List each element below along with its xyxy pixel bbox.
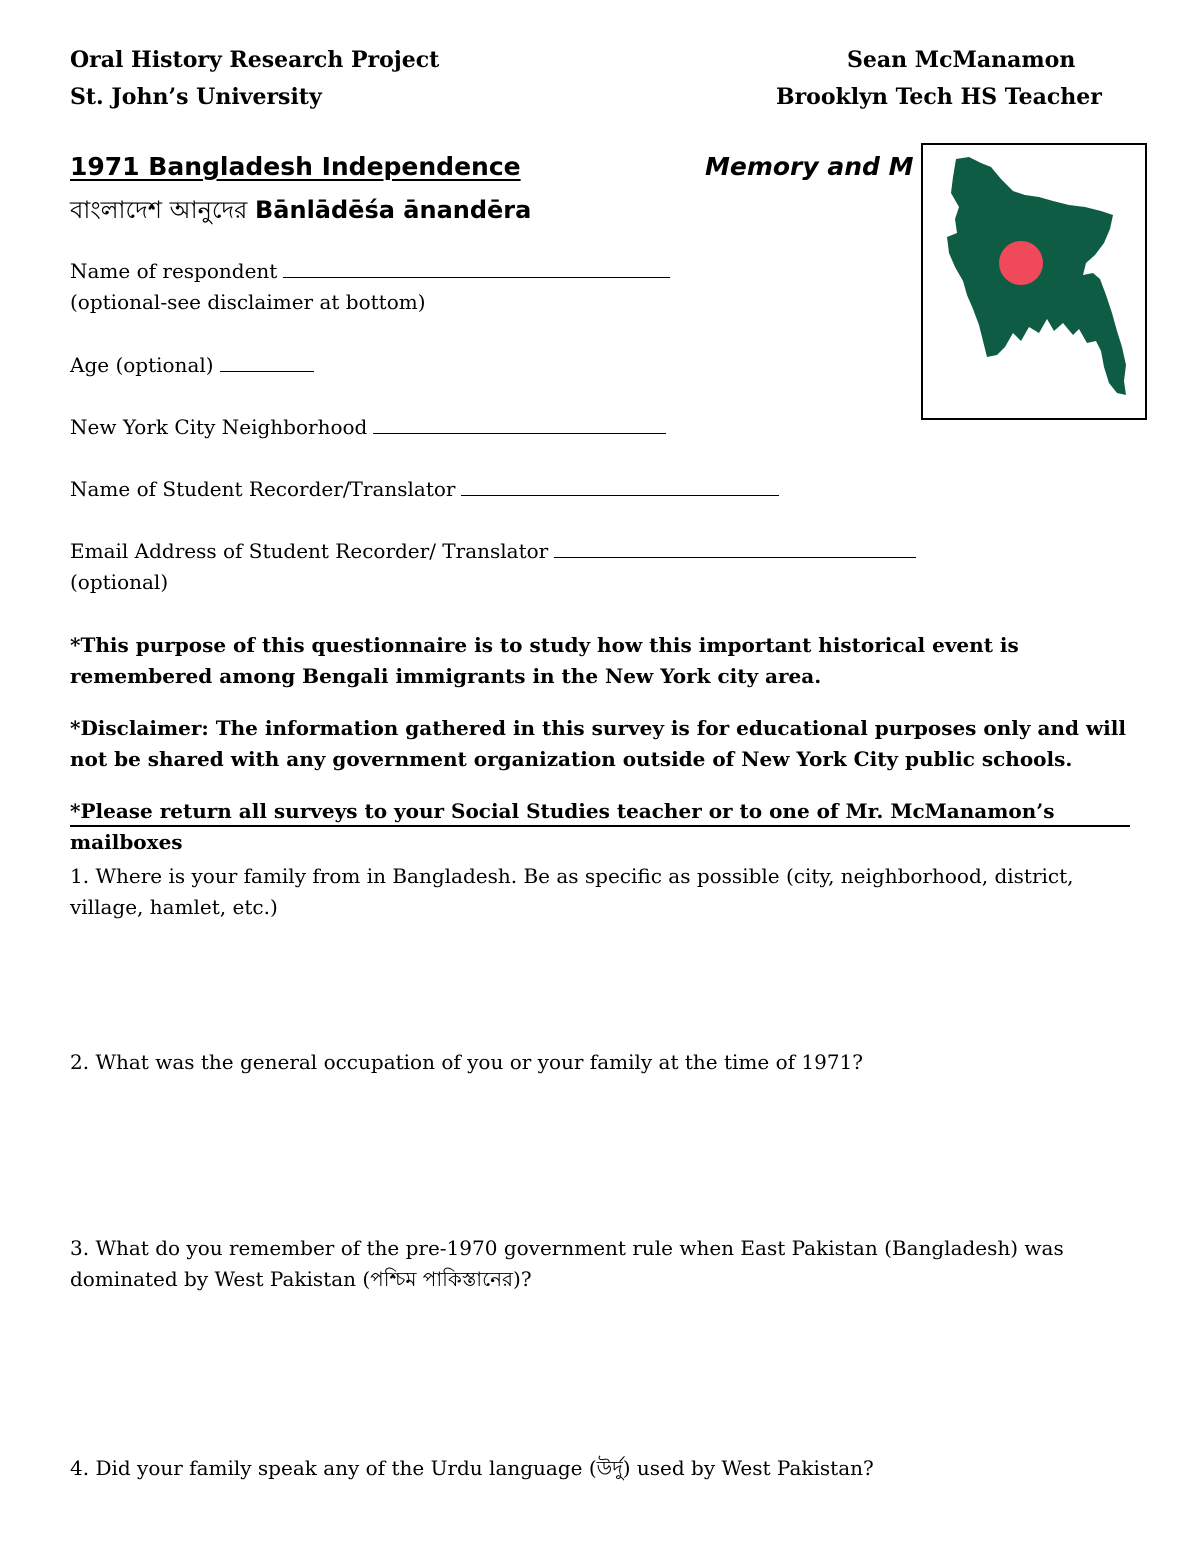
respondent-name-label: Name of respondent (70, 259, 278, 283)
respondent-name-field[interactable] (70, 259, 670, 283)
bangladesh-map-image (921, 143, 1147, 420)
neighborhood-label: New York City Neighborhood (70, 415, 368, 439)
age-blank[interactable] (220, 353, 314, 372)
age-label: Age (optional) (70, 353, 214, 377)
question-1: 1. Where is your family from in Bangladesh. Be as specific as possible (city, neighborhood, district, village, hamlet, etc.) (70, 864, 1074, 919)
flag-red-disc (999, 241, 1043, 285)
email-blank[interactable] (554, 539, 916, 558)
document-title: 1971 Bangladesh Independence (70, 152, 521, 181)
bengali-title (70, 192, 531, 232)
purpose-note: *This purpose of this questionnaire is to study how this important historical event is remembered among Bengali immigrants in the New York city area. (70, 633, 1019, 688)
recorder-field[interactable] (70, 477, 779, 501)
question-2: 2. What was the general occupation of you or your family at the time of 1971? (70, 1050, 863, 1074)
section-divider (70, 825, 1130, 827)
teacher-name: Sean McManamon (847, 47, 1076, 73)
neighborhood-field[interactable] (70, 415, 666, 439)
disclaimer-note: *Disclaimer: The information gathered in this survey is for educational purposes only and will not be shared with any government organization outside of New York City public schools. (70, 716, 1126, 771)
email-note: (optional) (70, 570, 169, 594)
bengali-title-transliteration: Bānlādēśa ānandēra (255, 196, 532, 224)
question-3: 3. What do you remember of the pre-1970 government rule when East Pakistan (Bangladesh) was dominated by West Pakistan (পশ্চিম পাকিস্তানের)? (70, 1236, 1064, 1291)
recorder-blank[interactable] (461, 477, 779, 496)
email-label: Email Address of Student Recorder/ Translator (70, 539, 549, 563)
document-subtitle: Memory and M (705, 152, 914, 181)
bangladesh-flag-map-icon (923, 145, 1145, 418)
project-title: Oral History Research Project (70, 47, 440, 73)
recorder-label: Name of Student Recorder/Translator (70, 477, 456, 501)
neighborhood-blank[interactable] (373, 415, 666, 434)
respondent-note: (optional-see disclaimer at bottom) (70, 290, 426, 314)
email-field[interactable] (70, 539, 916, 563)
university-name: St. John’s University (70, 84, 322, 110)
question-4: 4. Did your family speak any of the Urdu language (উর্দু) used by West Pakistan? (70, 1456, 874, 1480)
respondent-name-blank[interactable] (283, 259, 670, 278)
teacher-school: Brooklyn Tech HS Teacher (776, 84, 1102, 110)
bengali-title-script: বাংলাদেশ আনুদের (70, 196, 248, 224)
age-field[interactable] (70, 353, 314, 377)
return-note: *Please return all surveys to your Social Studies teacher or to one of Mr. McManamon’s mailboxes (70, 799, 1055, 854)
